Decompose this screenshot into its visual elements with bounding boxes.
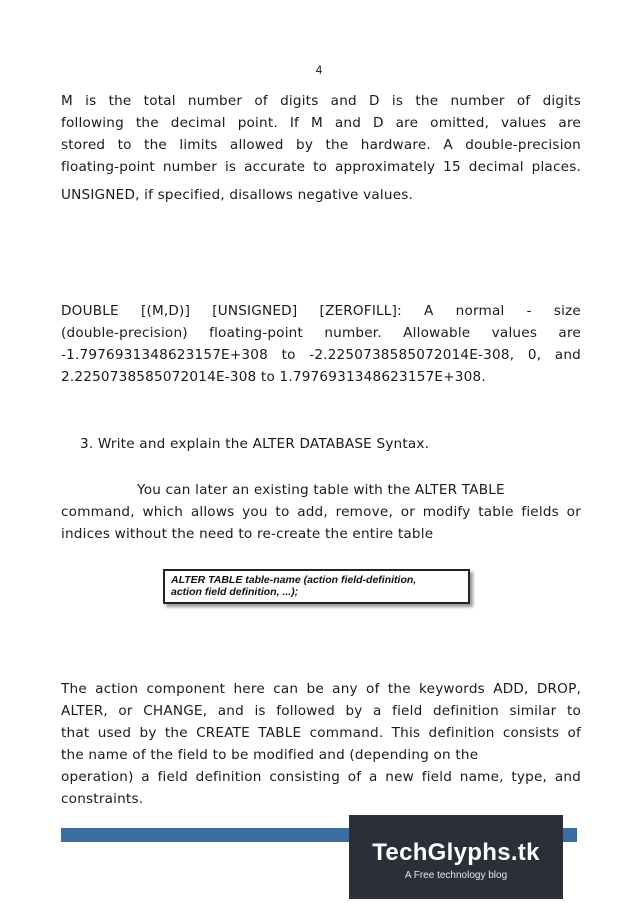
paragraph-action-component [61,678,581,810]
page-number: 4 [315,63,323,77]
text-line: (double-precision) floating-point number. Allowable values are [61,325,581,341]
text-line: indices without the need to re-create the entire table [61,526,434,542]
text-line: stored to the limits allowed by the hardware. A double-precision [61,137,581,153]
text-line: DOUBLE [(M,D)] [UNSIGNED] [ZEROFILL]: A normal - size [61,303,581,319]
text-line: constraints. [61,791,144,807]
text-line: -1.7976931348623157E+308 to -2.2250738585072014E-308, 0, and [61,347,581,363]
logo-tagline: A Free technology blog [404,870,508,881]
text-line: ALTER, or CHANGE, and is followed by a field definition similar to [61,703,581,719]
techglyphs-logo[interactable] [349,815,563,899]
text-line: M is the total number of digits and D is the number of digits [61,93,581,109]
syntax-line: action field definition, ...); [171,586,299,598]
question-heading: 3. Write and explain the ALTER DATABASE Syntax. [80,436,430,452]
text-line: operation) a field definition consisting of a new field name, type, and [61,769,581,785]
text-line: floating-point number is accurate to approximately 15 decimal places. [61,159,581,175]
paragraph-alter-intro [61,479,581,545]
syntax-code-box [163,569,470,604]
text-line: You can later an existing table with the ALTER TABLE [137,482,505,498]
text-line: The action component here can be any of the keywords ADD, DROP, [61,681,581,697]
text-line: 2.2250738585072014E-308 to 1.7976931348623157E+308. [61,369,486,385]
syntax-line: ALTER TABLE table-name (action field-definition, [171,574,417,586]
paragraph-double-precision [61,90,581,206]
text-line: following the decimal point. If M and D are omitted, values are [61,115,581,131]
text-line: the name of the field to be modified and (depending on the [61,747,479,763]
text-line: command, which allows you to add, remove, or modify table fields or [61,504,581,520]
logo-title: TechGlyphs.tk [372,839,540,866]
text-line: that used by the CREATE TABLE command. This definition consists of [61,725,581,741]
paragraph-double-definition [61,300,581,388]
text-line: UNSIGNED, if specified, disallows negative values. [61,187,414,203]
